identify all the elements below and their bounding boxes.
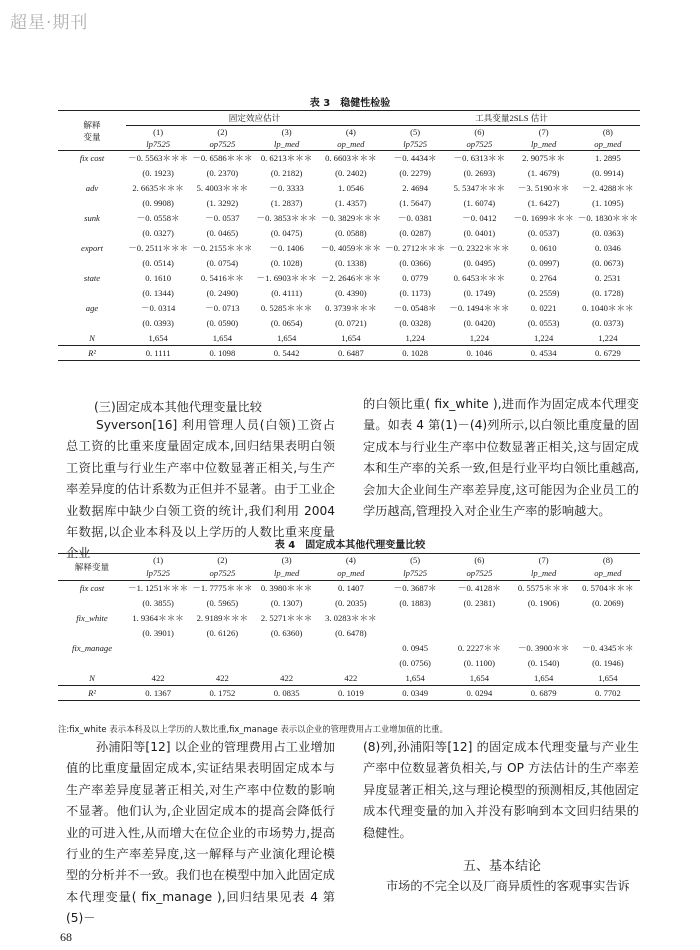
page-number: 68 <box>60 930 72 944</box>
table3-group-fe: 固定效应估计 <box>126 111 383 126</box>
table3-coef-cell: 0. 6603＊＊＊ <box>325 153 377 164</box>
table4-col-model: lp_med <box>512 567 576 581</box>
table4-se-cell: (0. 6126) <box>206 628 239 638</box>
table4-coef-cell <box>255 641 319 656</box>
table3-se-cell: (0. 0754) <box>206 258 239 268</box>
table4-n-cell: 1,654 <box>512 671 576 686</box>
table3-se-cell: (0. 1923) <box>142 168 174 178</box>
table3-se-spacer <box>58 286 126 301</box>
table3-se-cell: (0. 0393) <box>142 318 174 328</box>
table3-coef-cell: －0. 0314 <box>140 303 176 313</box>
table4-se-cell: (0. 2381) <box>463 598 496 608</box>
table3-se-cell: (0. 0721) <box>335 318 367 328</box>
table3-col-model: lp_med <box>512 138 576 151</box>
table-row <box>58 301 640 316</box>
table3 <box>58 110 640 361</box>
table3-r2-cell: 0. 6487 <box>319 346 383 361</box>
table3-row-label: state <box>83 273 101 283</box>
table3-se-cell: (0. 0537) <box>527 228 560 238</box>
table4-n-cell: 422 <box>255 671 319 686</box>
table3-coef-cell: －0. 6313＊＊ <box>453 153 506 164</box>
table3-col-num: (5) <box>410 126 421 137</box>
table3-r2-cell: 0. 1046 <box>447 346 511 361</box>
table3-se-cell: (0. 2370) <box>206 168 239 178</box>
paragraph-left-1: Syverson[16] 利用管理人员(白领)工资占总工资的比重来度量固定成本,回归结果表明白领工资比重与行业生产率中位数显著正相关,与生产率差异度的估计系数为正但并不显著。由于工业企业数据库中缺少白领工资的统计,我们利用 2004 年数据,以企业本科及以上学历的人数比重来度量企业 <box>66 418 335 561</box>
table3-coef-cell: 2. 9075＊＊ <box>522 153 566 164</box>
table3-se-cell: (0. 0328) <box>399 318 431 328</box>
table4-se-cell: (0. 1883) <box>399 598 431 608</box>
table3-col-num: (4) <box>345 126 356 137</box>
table3-n-cell: 1,224 <box>383 331 447 346</box>
table3-coef-cell: －0. 0381 <box>397 213 433 223</box>
table3-r2-cell: 0. 6729 <box>576 346 640 361</box>
table3-col-model: op7525 <box>447 138 511 151</box>
table3-n-cell: 1,224 <box>512 331 576 346</box>
table3-coef-cell: －2. 2646＊＊＊ <box>320 273 381 283</box>
table4-n-cell: 1,654 <box>447 671 511 686</box>
table3-se-cell: (0. 9908) <box>142 198 174 208</box>
table3-se-cell: (0. 1728) <box>592 288 624 298</box>
table3-coef-cell: 0. 0346 <box>594 243 621 253</box>
table4-se-cell: (0. 0756) <box>399 658 431 668</box>
table3-se-cell: (1. 4679) <box>527 168 560 178</box>
table3-se-cell: (0. 0327) <box>142 228 174 238</box>
table3-se-cell: (0. 0366) <box>399 258 431 268</box>
table3-r2-cell: 0. 5442 <box>255 346 319 361</box>
table3-se-cell: (0. 0420) <box>463 318 496 328</box>
table4-n-cell: 1,654 <box>383 671 447 686</box>
table3-r2-cell: 0. 1028 <box>383 346 447 361</box>
table3-se-cell: (1. 3292) <box>206 198 239 208</box>
paragraph-right-1: 的白领比重( fix_white ),进而作为固定成本代理变量。如表 4 第(1)－(4)列所示,以白领比重度量的固定成本与行业生产率中位数显著正相关,这与固定成本和生产率的关系一致,但是行业平均白领比重越高,会加大企业间生产率差异度,这可能因为企业员工的学历越高,管理投入对企业生产率的影响越大。 <box>363 397 639 519</box>
table3-se-spacer <box>58 196 126 211</box>
table3-coef-cell: －0. 2511＊＊＊ <box>128 243 189 253</box>
table3-coef-cell: －0. 0412 <box>462 213 497 223</box>
table4-coef-cell: 0. 5704＊＊＊ <box>582 583 634 594</box>
table4-coef-cell <box>512 611 576 626</box>
section-title: 五、基本结论 <box>463 859 542 874</box>
table4-se-spacer <box>58 656 126 671</box>
table3-r2-label: R² <box>58 346 126 361</box>
table3-coef-cell: －0. 3829＊＊＊ <box>320 213 381 223</box>
table3-coef-cell: －0. 1494＊＊＊ <box>449 303 510 313</box>
table-row <box>58 331 640 346</box>
table3-se-cell: (0. 2279) <box>399 168 431 178</box>
table3-n-cell: 1,654 <box>126 331 190 346</box>
table4-se-cell: (0. 5965) <box>206 598 239 608</box>
subsection-heading: (三)固定成本其他代理变量比较 <box>94 400 262 414</box>
table3-coef-cell: －1. 6903＊＊＊ <box>256 273 317 283</box>
table3-r2-cell: 0. 1098 <box>190 346 254 361</box>
table4-coef-cell: 1. 9364＊＊＊ <box>132 613 184 623</box>
table4-r2-cell: 0. 7702 <box>576 686 640 701</box>
table3-n-cell: 1,224 <box>447 331 511 346</box>
table3-se-spacer <box>58 226 126 241</box>
table4-r2-cell: 0. 1019 <box>319 686 383 701</box>
table3-coef-cell: 0. 5285＊＊＊ <box>260 303 313 313</box>
table3-se-cell: (0. 1173) <box>399 288 431 298</box>
table3-coef-cell: 0. 0779 <box>402 273 429 283</box>
table4-row-label: fix cost <box>79 583 105 594</box>
table4-note: 注:fix_white 表示本科及以上学历的人数比重,fix_manage 表示以企业的管理费用占工业增加值的比重。 <box>58 724 448 734</box>
table4-se-cell <box>447 626 511 641</box>
table3-coef-cell: 1. 2895 <box>594 153 621 164</box>
table4-coef-cell: －0. 3687＊ <box>393 583 437 594</box>
table3-group-2sls: 工具变量2SLS 估计 <box>383 111 640 126</box>
table4-se-spacer <box>58 626 126 641</box>
table3-se-cell: (0. 0287) <box>399 228 431 238</box>
table4-col-model: op7525 <box>447 567 511 581</box>
table3-col-num: (7) <box>538 126 549 137</box>
table3-coef-cell: －2. 4288＊＊ <box>582 183 634 193</box>
table3-se-cell: (0. 9914) <box>592 168 624 178</box>
table3-se-cell: (0. 1028) <box>270 258 303 268</box>
table3-coef-cell: －0. 0713 <box>205 303 240 313</box>
table4-coef-cell <box>126 641 190 656</box>
table4-se-cell <box>126 656 190 671</box>
table3-se-cell: (0. 2402) <box>335 168 367 178</box>
table3-coef-cell: －0. 0548＊ <box>393 303 437 313</box>
table3-coef-cell: －0. 1699＊＊＊ <box>513 213 574 223</box>
table3-coef-cell: －0. 2155＊＊＊ <box>192 243 253 253</box>
table3-coef-cell: 0. 0221 <box>530 303 557 313</box>
table3-coef-cell: 0. 6213＊＊＊ <box>260 153 313 164</box>
table3-se-cell: (0. 0401) <box>463 228 496 238</box>
table4-coef-cell <box>447 611 511 626</box>
table3-se-cell: (0. 0495) <box>463 258 496 268</box>
table4-se-cell <box>512 626 576 641</box>
table3-se-cell: (0. 1749) <box>463 288 496 298</box>
table4-se-cell <box>383 626 447 641</box>
table4-se-cell: (0. 1100) <box>463 658 495 668</box>
table3-coef-cell: 0. 5416＊＊ <box>200 273 244 283</box>
table4-col-model: lp7525 <box>383 567 447 581</box>
table4-se-cell: (0. 1946) <box>592 658 624 668</box>
table3-col-model: lp7525 <box>383 138 447 151</box>
table4-se-cell <box>255 656 319 671</box>
table3-col-model: lp_med <box>255 138 319 151</box>
table3-se-cell: (1. 5647) <box>399 198 431 208</box>
table4-row-label: fix_white <box>76 613 108 623</box>
table-row <box>58 256 640 271</box>
table-row <box>58 581 640 596</box>
table4-r2-cell: 0. 1367 <box>126 686 190 701</box>
journal-logo: 超星·期刊 <box>10 13 89 33</box>
table-row <box>58 346 640 361</box>
table3-coef-cell: 1. 0546 <box>337 183 364 193</box>
table3-col-num: (2) <box>217 126 228 137</box>
table4-coef-cell: 0. 2227＊＊ <box>457 643 501 653</box>
table4-coef-cell: 2. 5271＊＊＊ <box>260 613 313 623</box>
table3-se-cell: (0. 1338) <box>335 258 367 268</box>
table-row <box>58 611 640 626</box>
table3-coef-cell: 0. 6453＊＊＊ <box>453 273 506 283</box>
table3-col-model: op7525 <box>190 138 254 151</box>
table3-col-num: (8) <box>602 126 613 137</box>
table3-row-label: export <box>81 243 103 253</box>
table3-col-num: (3) <box>281 126 292 137</box>
table4-r2-label: R² <box>58 686 126 701</box>
table4-coef-cell <box>383 611 447 626</box>
table4-se-cell <box>190 656 254 671</box>
table3-se-cell: (0. 0997) <box>527 258 560 268</box>
table4-coef-cell: －1. 1251＊＊＊ <box>128 583 189 594</box>
table4-col-num: (4) <box>319 554 383 567</box>
table-row <box>58 166 640 181</box>
table-row <box>58 626 640 641</box>
table3-col-num: (6) <box>474 126 485 137</box>
table3-row-label: sunk <box>84 213 100 223</box>
table-row <box>58 286 640 301</box>
table4-se-cell: (0. 3901) <box>142 628 174 638</box>
table3-se-spacer <box>58 166 126 181</box>
table3-coef-cell: 0. 0610 <box>530 243 557 253</box>
table3-se-cell: (0. 4390) <box>335 288 367 298</box>
paragraph-left-2: 孙浦阳等[12] 以企业的管理费用占工业增加值的比重度量固定成本,实证结果表明固定成本与生产率差异度显著正相关,对生产率中位数的影响不显著。他们认为,企业固定成本的提高会降低行业的可进入性,从而增大在位企业的市场势力,提高行业的生产率差异度,这一解释与产业演化理论模型的分析并不一致。我们也在模型中加入此固定成本代理变量( fix_manage ),回归结果见表 4 第(5)－ <box>66 740 335 926</box>
table3-coef-cell: 0. 2764 <box>530 273 557 283</box>
table4-se-cell: (0. 1307) <box>270 598 303 608</box>
table-row <box>58 181 640 196</box>
table3-se-cell: (0. 0475) <box>270 228 303 238</box>
table4-title: 表 4 固定成本其他代理变量比较 <box>274 540 426 551</box>
table3-se-cell: (0. 2559) <box>527 288 560 298</box>
table3-se-cell: (0. 2490) <box>206 288 239 298</box>
table3-n-cell: 1,654 <box>255 331 319 346</box>
table4-r2-cell: 0. 0349 <box>383 686 447 701</box>
table3-coef-cell: －0. 5563＊＊＊ <box>128 153 189 164</box>
table3-coef-cell: －0. 4434＊ <box>393 153 437 164</box>
table3-se-cell: (0. 0654) <box>270 318 303 328</box>
table3-se-cell: (0. 0465) <box>206 228 239 238</box>
table4-col-num: (8) <box>576 554 640 567</box>
table3-r2-cell: 0. 1111 <box>126 346 190 361</box>
table3-se-spacer <box>58 256 126 271</box>
table4-coef-cell: －0. 3900＊＊ <box>517 643 570 653</box>
table3-se-cell: (0. 4111) <box>271 288 303 298</box>
table3-se-cell: (0. 0673) <box>592 258 624 268</box>
table4-coef-cell: －1. 7775＊＊＊ <box>192 583 253 594</box>
table4-coef-cell: －0. 4345＊＊ <box>582 643 634 653</box>
table4-se-cell: (0. 2069) <box>592 598 624 608</box>
table3-coef-cell: －0. 0537 <box>205 213 240 223</box>
paragraph-right-3: 市场的不完全以及厂商异质性的客观事实告诉 <box>386 879 630 893</box>
table3-coef-cell: －0. 3853＊＊＊ <box>256 213 317 223</box>
table-row <box>58 656 640 671</box>
table-row <box>58 196 640 211</box>
table-row <box>58 641 640 656</box>
table4-r2-cell: 0. 6879 <box>512 686 576 701</box>
table3-coef-cell: －0. 2322＊＊＊ <box>449 243 510 253</box>
table4-coef-cell: 0. 0945 <box>402 643 429 653</box>
table3-n-label: N <box>58 331 126 346</box>
table4-r2-cell: 0. 0835 <box>255 686 319 701</box>
table3-coef-cell: 0. 1040＊＊＊ <box>582 303 634 313</box>
table4-coef-cell <box>319 641 383 656</box>
table4-col-num: (5) <box>383 554 447 567</box>
table3-se-cell: (0. 2693) <box>463 168 496 178</box>
table-row <box>58 596 640 611</box>
table3-n-cell: 1,224 <box>576 331 640 346</box>
table3-se-cell: (1. 6074) <box>463 198 496 208</box>
table-row <box>58 271 640 286</box>
table4-col-model: op_med <box>576 567 640 581</box>
table3-row-header: 解释 变量 <box>58 111 126 151</box>
table3-coef-cell: －0. 4059＊＊＊ <box>320 243 381 253</box>
table3-col-model: op_med <box>319 138 383 151</box>
table3-se-spacer <box>58 316 126 331</box>
table4-n-cell: 422 <box>126 671 190 686</box>
table-row <box>58 671 640 686</box>
table3-se-cell: (0. 2182) <box>270 168 303 178</box>
table4-col-num: (1) <box>126 554 190 567</box>
table-row <box>58 151 640 166</box>
table4-r2-cell: 0. 0294 <box>447 686 511 701</box>
table3-coef-cell: 0. 2531 <box>594 273 621 283</box>
table3-row-label: age <box>85 303 99 313</box>
table4-row-label: fix_manage <box>71 643 113 653</box>
paragraph-right-2: (8)列,孙浦阳等[12] 的固定成本代理变量与产业生产率中位数显著负相关,与 OP 方法估计的生产率差异度显著正相关,这与理论模型的预测相反,其他固定成本代理变量的加入并没有影响到本文回归结果的稳健性。 <box>363 740 639 840</box>
table4-n-label: N <box>58 671 126 686</box>
table3-se-cell: (0. 0588) <box>335 228 367 238</box>
table4-se-cell <box>576 626 640 641</box>
table4-se-cell: (0. 6478) <box>335 628 367 638</box>
table4-coef-cell: 3. 0283＊＊＊ <box>325 613 377 623</box>
table-row <box>58 241 640 256</box>
table4-col-num: (2) <box>190 554 254 567</box>
table4-col-model: op7525 <box>190 567 254 581</box>
table3-coef-cell: 5. 4003＊＊＊ <box>196 183 249 193</box>
table3-coef-cell: 2. 6635＊＊＊ <box>132 183 184 193</box>
table3-row-label: fix cost <box>79 153 105 164</box>
table3-col-num: (1) <box>153 126 164 137</box>
table3-col-model: op_med <box>576 138 640 151</box>
table4-coef-cell: 0. 1407 <box>337 583 364 594</box>
table4-coef-cell <box>190 641 254 656</box>
table4-col-model: op_med <box>319 567 383 581</box>
table3-se-cell: (0. 0373) <box>592 318 624 328</box>
table-row <box>58 686 640 701</box>
table4-se-cell: (0. 3855) <box>142 598 174 608</box>
table4-col-num: (6) <box>447 554 511 567</box>
table3-title: 表 3 稳健性检验 <box>309 98 391 109</box>
table4-n-cell: 422 <box>190 671 254 686</box>
table3-coef-cell: －0. 3333 <box>269 183 304 193</box>
table4-n-cell: 422 <box>319 671 383 686</box>
table3-se-cell: (1. 2837) <box>270 198 303 208</box>
table4-se-cell: (0. 1906) <box>527 598 560 608</box>
table3-coef-cell: 0. 1610 <box>145 273 172 283</box>
table4-coef-cell <box>576 611 640 626</box>
table3-r2-cell: 0. 4534 <box>512 346 576 361</box>
table4-col-model: lp7525 <box>126 567 190 581</box>
table3-se-cell: (1. 4357) <box>335 198 367 208</box>
table3-coef-cell: 0. 3739＊＊＊ <box>325 303 377 313</box>
table4-n-cell: 1,654 <box>576 671 640 686</box>
table4-col-num: (7) <box>512 554 576 567</box>
table-row <box>58 316 640 331</box>
table3-coef-cell: －0. 1830＊＊＊ <box>577 213 638 223</box>
table3-se-cell: (0. 0553) <box>527 318 560 328</box>
table4-se-cell: (0. 1540) <box>527 658 560 668</box>
table3-coef-cell: －3. 5190＊＊ <box>517 183 570 193</box>
table3-coef-cell: －0. 1406 <box>269 243 304 253</box>
table3-coef-cell: －0. 0558＊ <box>136 213 180 223</box>
table-row <box>58 211 640 226</box>
table4-coef-cell: 0. 3980＊＊＊ <box>260 583 313 594</box>
table3-se-cell: (0. 0514) <box>142 258 174 268</box>
table4-coef-cell: 2. 9189＊＊＊ <box>196 613 249 623</box>
table3-row-label: adv <box>85 183 99 193</box>
table3-col-model: lp7525 <box>126 138 190 151</box>
table4 <box>58 553 640 701</box>
table3-se-cell: (0. 0590) <box>206 318 239 328</box>
table3-coef-cell: 2. 4694 <box>402 183 429 193</box>
table4-col-num: (3) <box>255 554 319 567</box>
table4-row-header: 解释变量 <box>58 554 126 581</box>
table4-se-cell <box>319 656 383 671</box>
table4-se-cell: (0. 6360) <box>270 628 303 638</box>
table4-coef-cell: 0. 5575＊＊＊ <box>517 583 570 594</box>
table3-coef-cell: －0. 6586＊＊＊ <box>192 153 253 164</box>
table4-coef-cell: －0. 4128＊ <box>457 583 501 594</box>
table3-coef-cell: 5. 5347＊＊＊ <box>453 183 506 193</box>
table-row <box>58 226 640 241</box>
table4-r2-cell: 0. 1752 <box>190 686 254 701</box>
table3-n-cell: 1,654 <box>319 331 383 346</box>
table4-se-spacer <box>58 596 126 611</box>
table4-col-model: lp_med <box>255 567 319 581</box>
table4-se-cell: (0. 2035) <box>335 598 367 608</box>
table3-se-cell: (0. 0363) <box>592 228 624 238</box>
table3-n-cell: 1,654 <box>190 331 254 346</box>
table3-se-cell: (1. 1095) <box>592 198 624 208</box>
table3-coef-cell: －0. 2712＊＊＊ <box>385 243 446 253</box>
table3-se-cell: (1. 6427) <box>527 198 560 208</box>
table3-se-cell: (0. 1344) <box>142 288 174 298</box>
